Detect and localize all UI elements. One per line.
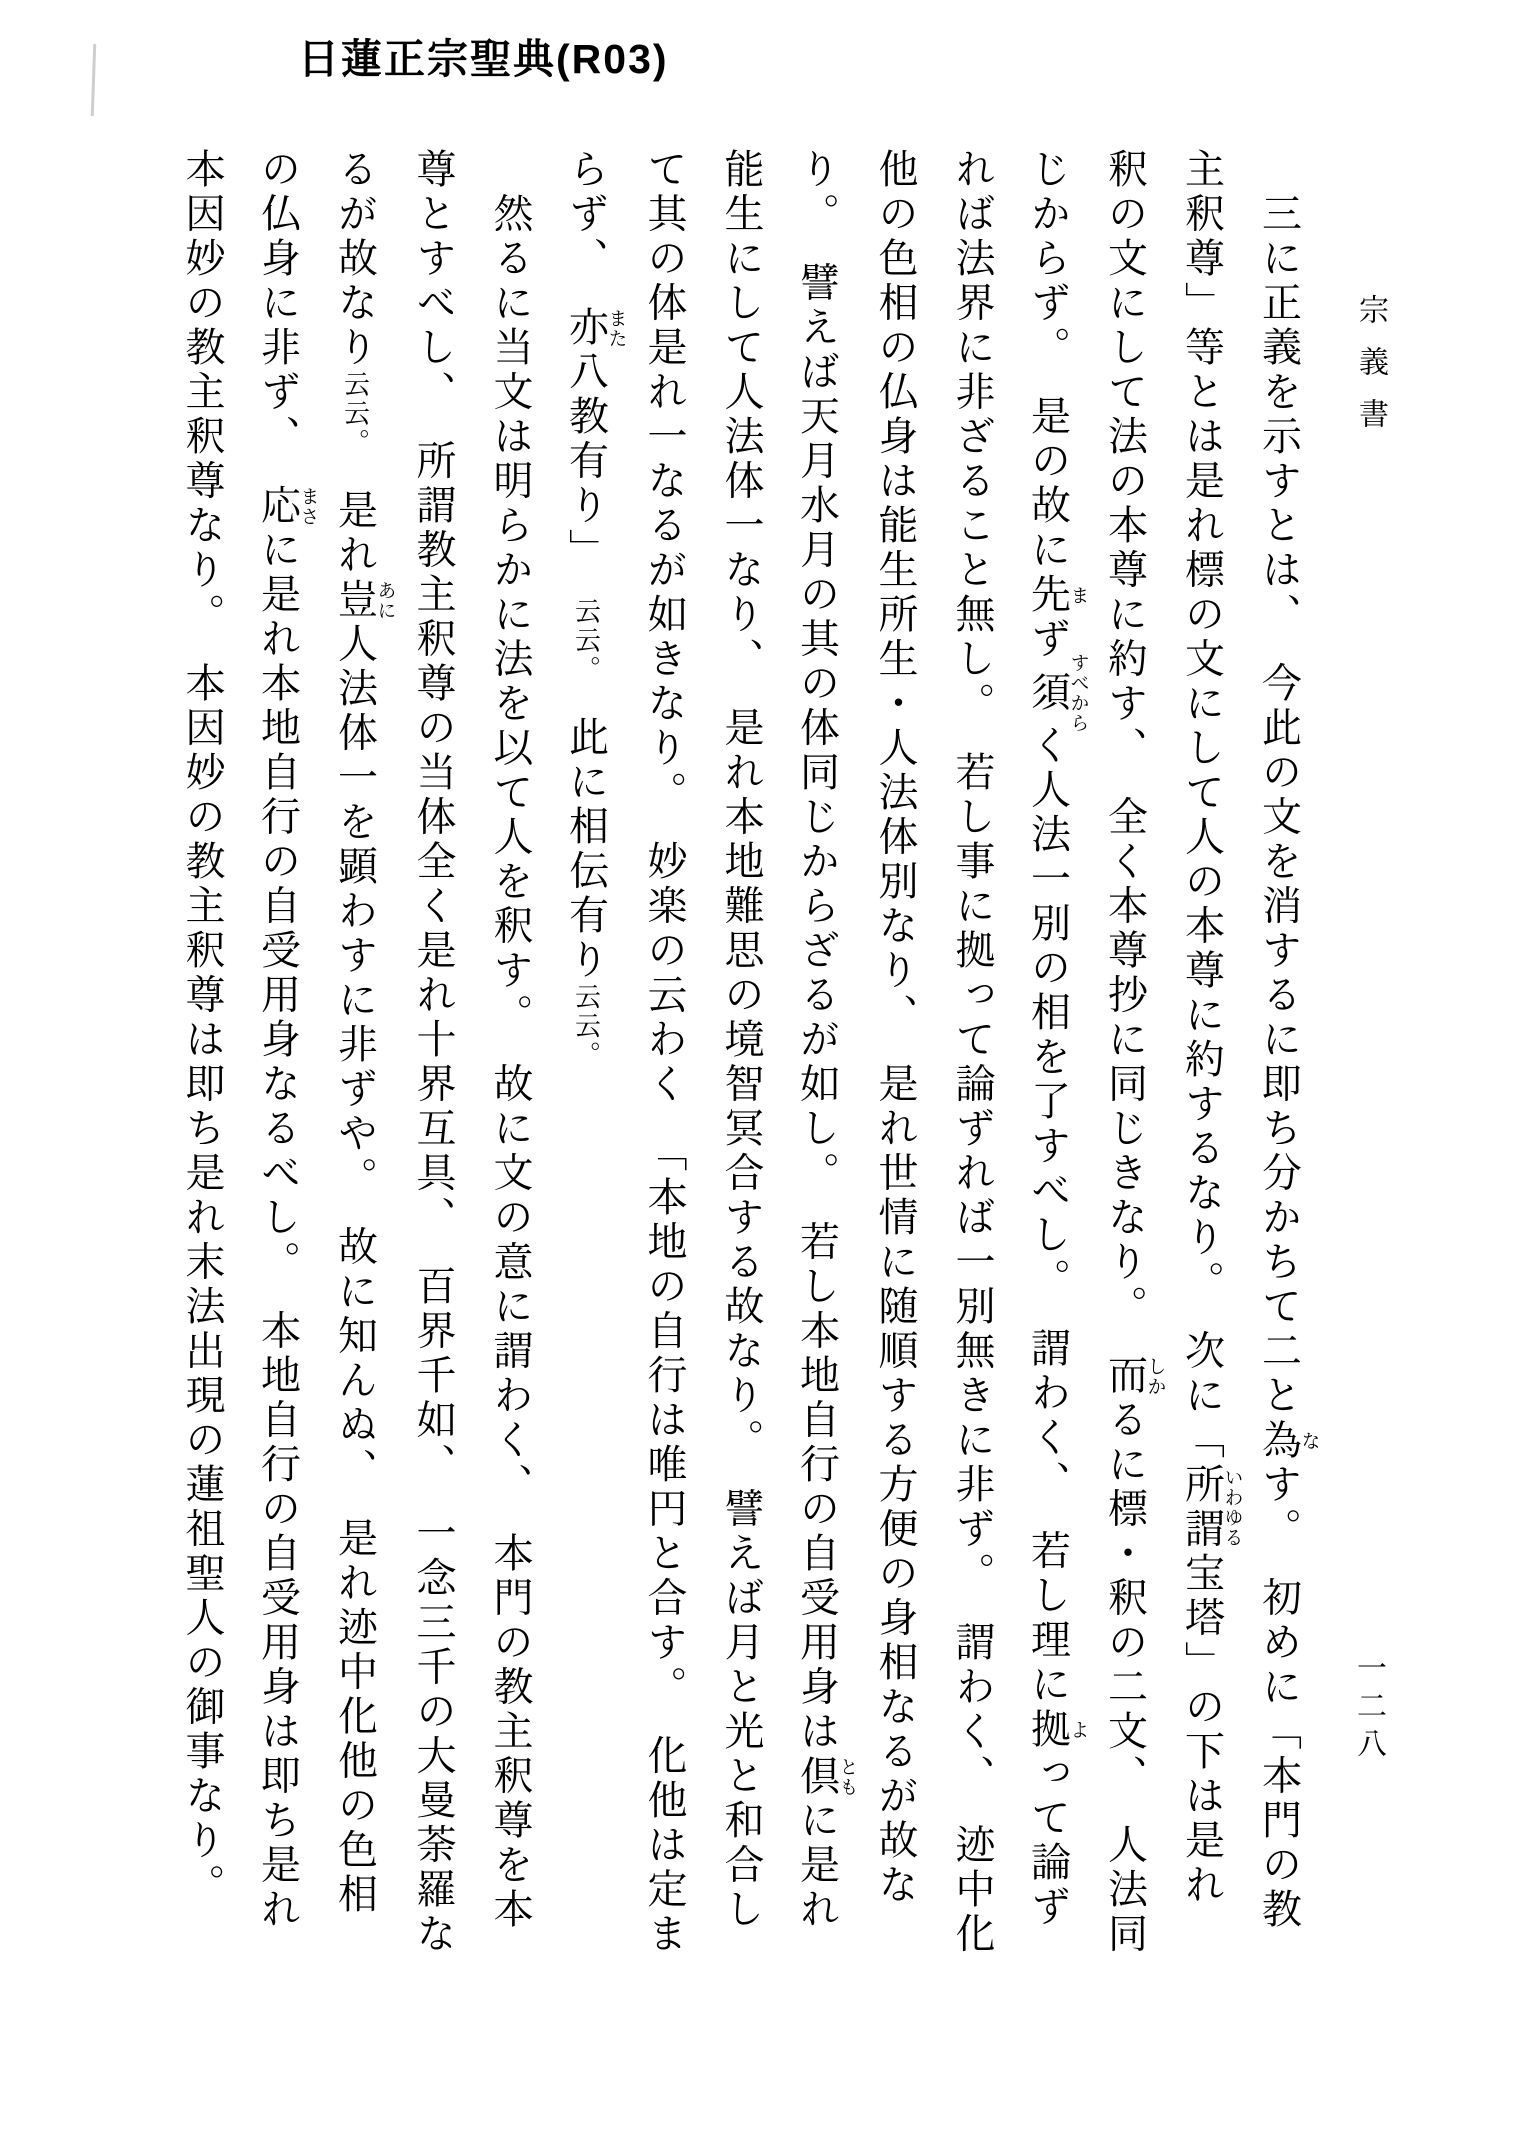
text-column-12: 尊とすべし、 所謂教主釈尊の当体全く是れ十界互具、 百界千如、 一念三千の大曼荼羅な <box>411 148 456 1957</box>
ruby-annotated-text: 而しか <box>1102 1354 1166 1399</box>
text-column-6: 他の色相の仏身は能生所生・人法体別なり、 是れ世情に随順する方便の身相なるが故な <box>873 148 918 1908</box>
text-column-15: 本因妙の教主釈尊なり。 本因妙の教主釈尊は即ち是れ末法出現の蓮祖聖人の御事なり。 <box>180 148 225 1908</box>
ruby-annotated-text: 亦また <box>563 306 627 351</box>
small-note-text: 云云。 <box>340 370 370 445</box>
text-column-7: り。 譬えば天月水月の其の体同じからざるが如し。 若し本地自行の自受用身は倶ともに是れ <box>794 148 858 1933</box>
text-column-11: 然るに当文は明らかに法を以て人を釈す。 故に文の意に謂わく、 本門の教主釈尊を本 <box>488 148 533 1933</box>
scan-artifact <box>91 44 97 116</box>
text-column-13: るが故なり云云。 是れ豈あに人法体一を顕わすに非ずや。 故に知んぬ、 是れ迹中化他の色相 <box>332 148 396 1918</box>
ruby-annotated-text: 拠よ <box>1025 1707 1089 1752</box>
text-column-8: 能生にして人法体一なり、 是れ本地難思の境智冥合する故なり。 譬えば月と光と和合し <box>719 148 764 1933</box>
ruby-annotated-text: 所謂いわゆる <box>1179 1463 1243 1552</box>
text-column-2: 主釈尊」等とは是れ標の文にして人の本尊に約するなり。 次に「所謂いわゆる宝塔」の下は是れ <box>1179 148 1243 1908</box>
text-column-4: じからず。 是の故に先まず須すべからく人法一別の相を了すべし。 謂わく、 若し理に拠よって論ず <box>1025 148 1089 1930</box>
text-column-5: れば法界に非ざること無し。 若し事に拠って論ずれば一別無きに非ず。 謂わく、 迹中化 <box>950 148 995 1957</box>
page-number: 一二八 <box>1352 1652 1385 1766</box>
ruby-annotated-text: 倶とも <box>794 1754 858 1799</box>
body-text <box>164 148 1319 2038</box>
ruby-annotated-text: 為な <box>1256 1418 1320 1463</box>
document-header: 日蓮正宗聖典(R03) <box>298 36 669 82</box>
ruby-annotated-text: 先ま <box>1025 573 1089 618</box>
ruby-annotated-text: 豈あに <box>332 578 396 623</box>
text-column-14: の仏身に非ず、 応まさに是れ本地自行の自受用身なるべし。 本地自行の自受用身は即ち是れ <box>255 148 319 1933</box>
text-column-9: て其の体是れ一なるが如きなり。 妙楽の云わく 「本地の自行は唯円と合す。 化他は定ま <box>642 148 687 1957</box>
text-column-10: らず、 亦また八教有り」 云云。 此に相伝有り云云。 <box>563 148 627 1070</box>
small-note-text: 云云。 <box>571 983 601 1070</box>
text-column-3: 釈の文にして法の本尊に約す、 全く本尊抄に同じきなり。 而しかるに標・釈の二文、 人法同 <box>1102 148 1166 1957</box>
ruby-annotated-text: 応まさ <box>255 484 319 529</box>
ruby-annotated-text: 須すべから <box>1025 653 1089 733</box>
small-note-text: 云云。 <box>571 597 601 672</box>
text-column-1: 三に正義を示すとは、 今此の文を消するに即ち分かちて二と為なす。 初めに「本門の教 <box>1256 148 1320 1933</box>
section-title: 宗義書 <box>1354 294 1387 450</box>
